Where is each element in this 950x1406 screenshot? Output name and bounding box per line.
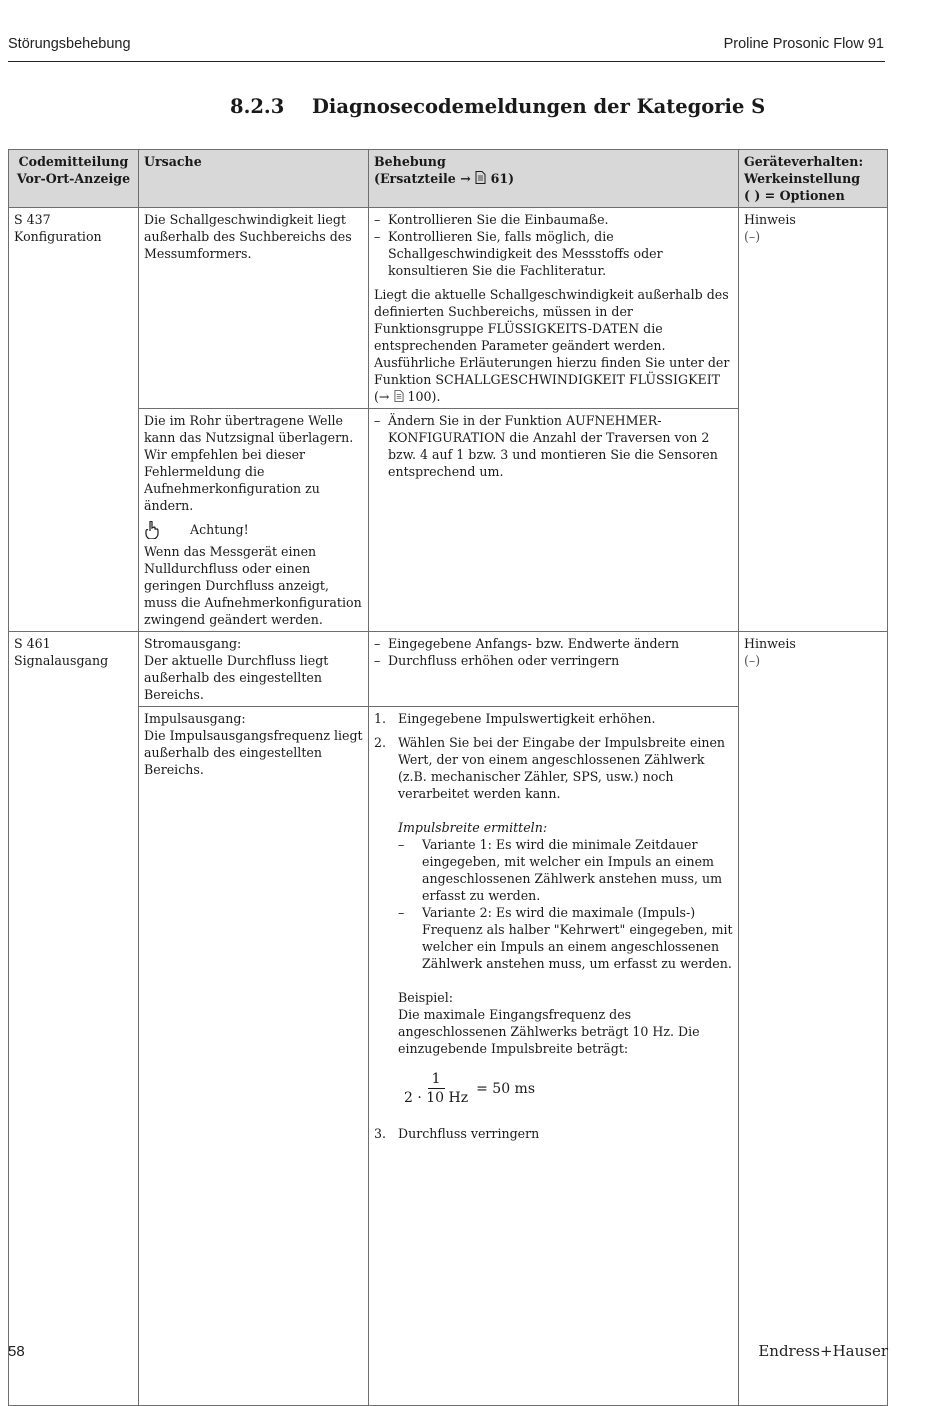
- col-header-code: [9, 150, 139, 208]
- header-chapter: Störungsbehebung: [8, 36, 131, 52]
- remedy-spare-parts-label: (Ersatzteile: [374, 171, 456, 186]
- col-header-remedy: [369, 150, 739, 208]
- list-item: [398, 904, 733, 972]
- remedy-list-s461-a: [374, 635, 733, 669]
- dash-bullet: –: [398, 905, 405, 920]
- remedy-text: Durchfluss erhöhen oder verringern: [388, 653, 620, 668]
- col-header-behavior-line2: Werkeinstellung: [744, 171, 861, 186]
- warning-block: [144, 521, 363, 628]
- remedy-text: Ändern Sie in der Funktion AUFNEHMER-KONFIGURATION die Anzahl der Traversen von 2 bzw. 4 auf 1 bzw. 3 und montieren Sie die Sensoren entsprechend um.: [388, 413, 718, 479]
- pulse-width-formula: [404, 1067, 733, 1111]
- list-item: [374, 710, 733, 727]
- section-number: 8.2.3: [230, 95, 285, 118]
- code-s461: S 461: [14, 636, 51, 651]
- cause-s461-b: Die Impulsausgangsfrequenz liegt außerhalb des eingestellten Bereichs.: [144, 728, 363, 777]
- remedy-cell-s461-a: [369, 632, 739, 707]
- warning-label: Achtung!: [190, 522, 249, 537]
- cause-title-s461-a: Stromausgang:: [144, 636, 242, 651]
- dash-bullet: –: [374, 229, 381, 244]
- page-reference-icon: [475, 171, 486, 184]
- cause-cell-s461-a: [139, 632, 369, 707]
- section-title: [230, 95, 766, 118]
- cause-s437-a: Die Schallgeschwindigkeit liegt außerhalb des Suchbereichs des Messumformers.: [144, 212, 352, 261]
- page-reference-icon: [394, 390, 404, 402]
- dash-bullet: –: [398, 837, 405, 852]
- step-text: Durchfluss verringern: [398, 1126, 540, 1141]
- remedy-note-s437: [374, 286, 733, 405]
- col-header-cause-label: Ursache: [144, 154, 202, 169]
- remedy-list-s437-b: [374, 412, 733, 480]
- step-number: 3.: [374, 1126, 387, 1141]
- variant-text: Variante 1: Es wird die minimale Zeitdauer eingegeben, mit welcher ein Impuls an einem angeschlossenen Zählwerk anstehen muss, um erfasst zu werden.: [422, 837, 723, 903]
- example-text: Die maximale Eingangsfrequenz des angeschlossenen Zählwerks beträgt 10 Hz. Die einzugebende Impulsbreite beträgt:: [398, 1007, 700, 1056]
- dash-bullet: –: [374, 413, 381, 428]
- dash-bullet: –: [374, 212, 381, 227]
- list-item: [374, 412, 733, 480]
- col-header-remedy-line2: [374, 170, 733, 187]
- remedy-cell-s437-b: [369, 409, 739, 632]
- cause-cell-s437-b: [139, 409, 369, 632]
- page-number: 58: [8, 1343, 25, 1360]
- formula-denominator: 2 · 10 Hz: [404, 1090, 469, 1106]
- list-item: [374, 635, 733, 652]
- remedy-spare-parts-page: 61): [490, 171, 515, 186]
- cause-title-s461-b: Impulsausgang:: [144, 711, 246, 726]
- step-text: Wählen Sie bei der Eingabe der Impulsbreite einen Wert, der von einem angeschlossenen Zählwerk (z.B. mechanischer Zähler, SPS, usw.) noch verarbeitet werden kann.: [398, 735, 726, 801]
- pulse-width-heading: Impulsbreite ermitteln:: [398, 820, 548, 835]
- behavior-option-s461: (–): [744, 653, 761, 668]
- category-s461: Signalausgang: [14, 653, 109, 668]
- variant-text: Variante 2: Es wird die maximale (Impuls-) Frequenz als halber "Kehrwert" eingegeben, mit welcher ein Impuls an einem angeschlossenen Zählwerk anstehen muss, um erfasst zu werden.: [422, 905, 733, 971]
- list-item: [374, 1125, 733, 1142]
- table-header-row: [9, 150, 888, 208]
- table-row-s461-a: [9, 632, 888, 707]
- remedy-note-text: Liegt die aktuelle Schallgeschwindigkeit außerhalb des definierten Suchbereichs, müssen in der Funktionsgruppe FLÜSSIGKEITS-DATEN die entsprechenden Parameter geändert werden. Ausführliche Erläuterungen hierzu finden Sie unter der Funktion SCHALLGESCHWINDIGKEIT FLÜSSIGKEIT (: [374, 287, 730, 404]
- remedy-cell-s461-b: [369, 707, 739, 1406]
- footer-brand: Endress+Hauser: [758, 1342, 888, 1360]
- behavior-s437: Hinweis: [744, 212, 796, 227]
- variant-list: [398, 836, 733, 972]
- behavior-option-s437: (–): [744, 229, 761, 244]
- col-header-behavior-line3: ( ) = Optionen: [744, 188, 845, 203]
- list-item: [374, 211, 733, 228]
- code-cell-s437: [9, 208, 139, 632]
- code-s437: S 437: [14, 212, 51, 227]
- cause-s461-a: Der aktuelle Durchfluss liegt außerhalb des eingestellten Bereichs.: [144, 653, 329, 702]
- col-header-behavior-line1: Geräteverhalten:: [744, 154, 864, 169]
- diagnostic-table: [8, 149, 888, 1406]
- formula-fraction: [404, 1071, 468, 1107]
- dash-bullet: –: [374, 653, 381, 668]
- example-label: Beispiel:: [398, 990, 454, 1005]
- col-header-behavior: [739, 150, 888, 208]
- col-header-code-line1: Codemitteilung: [18, 154, 129, 169]
- remedy-list-s437-a: [374, 211, 733, 279]
- category-s437: Konfiguration: [14, 229, 102, 244]
- behavior-cell-s437: [739, 208, 888, 632]
- list-item: [374, 652, 733, 669]
- header-rule: [8, 61, 885, 62]
- behavior-s461: Hinweis: [744, 636, 796, 651]
- remedy-text: Eingegebene Anfangs- bzw. Endwerte ändern: [388, 636, 680, 651]
- table-row-s437-a: [9, 208, 888, 409]
- formula-numerator: 1: [428, 1071, 445, 1089]
- remedy-text: Kontrollieren Sie, falls möglich, die Schallgeschwindigkeit des Messstoffs oder konsultieren Sie die Fachliteratur.: [388, 229, 663, 278]
- remedy-cell-s437-a: [369, 208, 739, 409]
- cause-s437-b: Die im Rohr übertragene Welle kann das Nutzsignal überlagern. Wir empfehlen bei dieser Fehlermeldung die Aufnehmerkonfiguration zu ändern.: [144, 413, 354, 513]
- col-header-remedy-line1: Behebung: [374, 154, 446, 169]
- behavior-cell-s461: [739, 632, 888, 1406]
- step-number: 2.: [374, 735, 387, 750]
- arrow-right-icon: →: [460, 171, 471, 186]
- list-item: [374, 228, 733, 279]
- arrow-right-icon: →: [378, 389, 390, 404]
- section-title-text: Diagnosecodemeldungen der Kategorie S: [312, 95, 766, 118]
- col-header-cause: [139, 150, 369, 208]
- remedy-text: Kontrollieren Sie die Einbaumaße.: [388, 212, 609, 227]
- code-cell-s461: [9, 632, 139, 1406]
- warning-text: Wenn das Messgerät einen Nulldurchfluss oder einen geringen Durchfluss anzeigt, muss die Aufnehmerkonfiguration zwingend geändert werden.: [144, 544, 362, 627]
- list-item: [398, 836, 733, 904]
- formula-result: = 50 ms: [476, 1080, 536, 1097]
- pointing-hand-icon: [144, 521, 190, 543]
- step-text: Eingegebene Impulswertigkeit erhöhen.: [398, 711, 656, 726]
- dash-bullet: –: [374, 636, 381, 651]
- list-item: [374, 734, 733, 1111]
- cause-cell-s437-a: [139, 208, 369, 409]
- col-header-code-line2: Vor-Ort-Anzeige: [16, 171, 131, 186]
- step-number: 1.: [374, 711, 387, 726]
- remedy-note-page: 100).: [407, 389, 441, 404]
- header-product: Proline Prosonic Flow 91: [723, 36, 884, 52]
- remedy-steps-s461: [374, 710, 733, 1142]
- cause-cell-s461-b: [139, 707, 369, 1406]
